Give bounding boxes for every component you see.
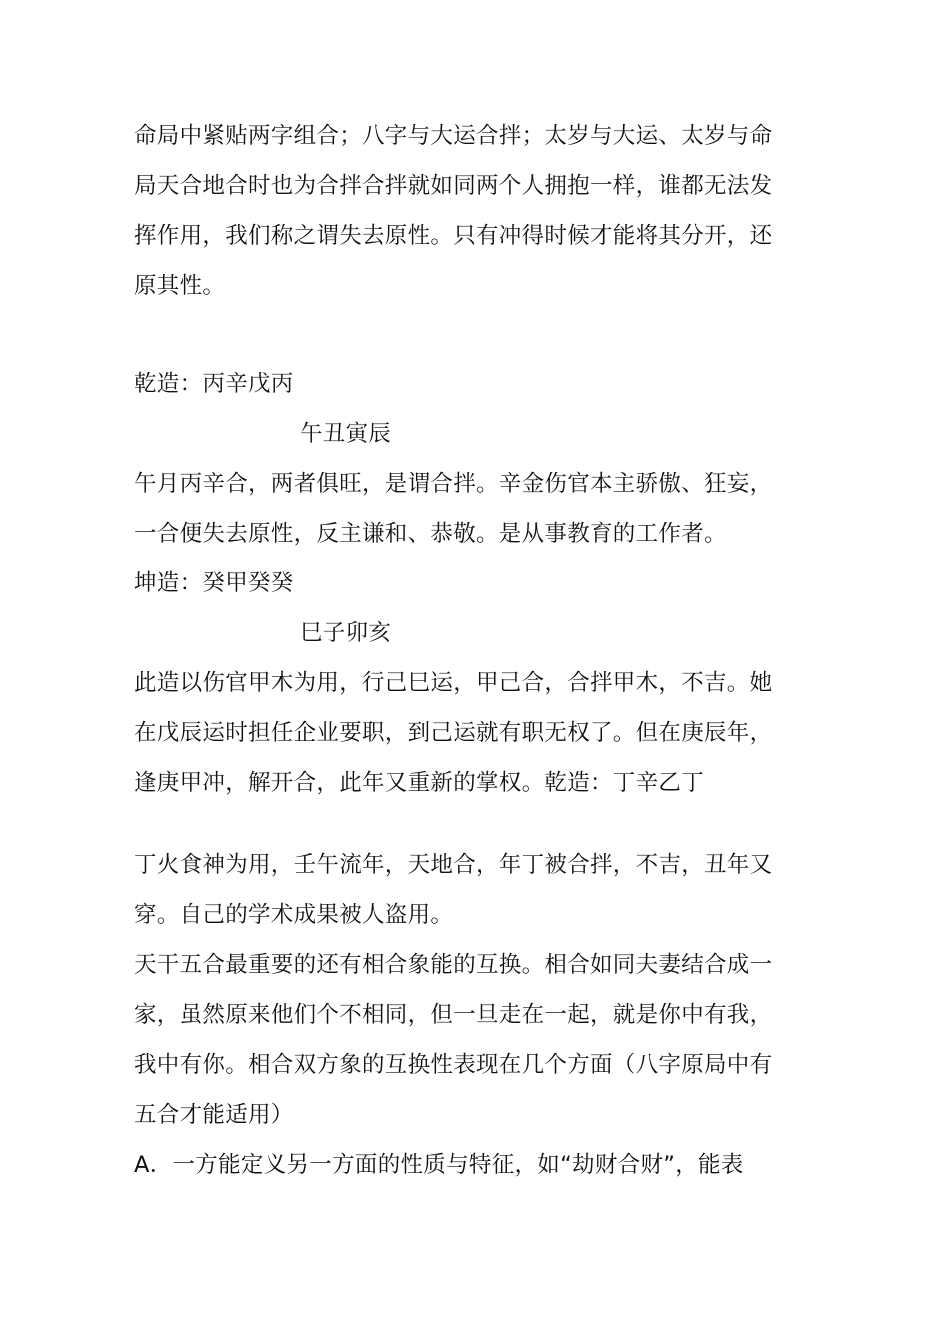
chart-branches: 巳子卯亥 xyxy=(300,620,392,646)
chart-heading: 坤造：癸甲癸癸 xyxy=(134,570,294,596)
text-line: 在戊辰运时担任企业要职，到己运就有职无权了。但在庚辰年， xyxy=(134,720,773,746)
text-line: 我中有你。相合双方象的互换性表现在几个方面（八字原局中有 xyxy=(134,1052,773,1078)
chart-branches: 午丑寅辰 xyxy=(300,421,392,447)
text-line: 逢庚甲冲，解开合，此年又重新的掌权。乾造：丁辛乙丁 xyxy=(134,770,705,796)
text-line: 穿。自己的学术成果被人盗用。 xyxy=(134,902,454,928)
text-line: 局天合地合时也为合拌合拌就如同两个人拥抱一样，谁都无法发 xyxy=(134,173,773,199)
text-line: 午月丙辛合，两者俱旺，是谓合拌。辛金伤官本主骄傲、狂妄， xyxy=(134,471,773,497)
chart-heading: 乾造：丙辛戊丙 xyxy=(134,371,294,397)
text-line: 命局中紧贴两字组合；八字与大运合拌；太岁与大运、太岁与命 xyxy=(134,123,773,149)
text-line: 一合便失去原性，反主谦和、恭敬。是从事教育的工作者。 xyxy=(134,521,727,547)
text-line: 丁火食神为用，壬午流年，天地合，年丁被合拌，不吉，丑年又 xyxy=(134,852,773,878)
text-line: 挥作用，我们称之谓失去原性。只有冲得时候才能将其分开，还 xyxy=(134,223,773,249)
text-line: 家，虽然原来他们个不相同，但一旦走在一起，就是你中有我， xyxy=(134,1002,773,1028)
text-line: 五合才能适用） xyxy=(134,1102,294,1128)
text-line: 天干五合最重要的还有相合象能的互换。相合如同夫妻结合成一 xyxy=(134,952,773,978)
text-line: A．一方能定义另一方面的性质与特征，如“劫财合财”，能表 xyxy=(134,1152,744,1178)
text-line: 原其性。 xyxy=(134,273,226,299)
text-line: 此造以伤官甲木为用，行己巳运，甲己合，合拌甲木，不吉。她 xyxy=(134,670,773,696)
